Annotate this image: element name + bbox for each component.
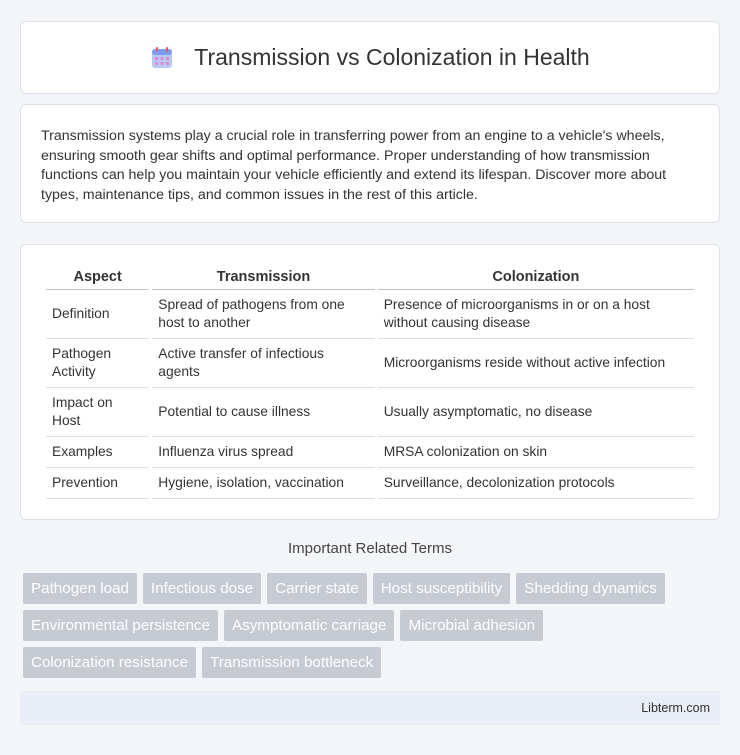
tag-link[interactable]: Carrier state: [267, 573, 367, 604]
comparison-table: [43, 265, 697, 499]
table-header: Aspect: [46, 265, 149, 290]
table-cell: MRSA colonization on skin: [378, 437, 694, 468]
table-cell: Pathogen Activity: [46, 339, 149, 388]
footer-site-link[interactable]: Libterm.com: [641, 701, 710, 715]
table-cell: Usually asymptomatic, no disease: [378, 388, 694, 437]
table-cell: Spread of pathogens from one host to another: [152, 290, 374, 339]
table-cell: Surveillance, decolonization protocols: [378, 468, 694, 499]
tag-link[interactable]: Host susceptibility: [373, 573, 511, 604]
table-cell: Active transfer of infectious agents: [152, 339, 374, 388]
header-card: [20, 21, 720, 94]
table-cell: Influenza virus spread: [152, 437, 374, 468]
page-title: Transmission vs Colonization in Health: [194, 44, 590, 70]
related-terms-tags: [23, 573, 713, 684]
tag-link[interactable]: Colonization resistance: [23, 647, 196, 678]
footer: [20, 691, 720, 725]
table-cell: Definition: [46, 290, 149, 339]
intro-text: Transmission systems play a crucial role in transferring power from an engine to a vehicle's wheels, ensuring smooth gear shifts and optimal performance. Proper understanding of how transmission functions can help you maintain your vehicle efficiently and extend its lifespan. Discover more about types, maintenance tips, and common issues in the rest of this article.: [41, 128, 667, 203]
comparison-table-card: [20, 244, 720, 520]
intro-card: [20, 104, 720, 223]
table-cell: Examples: [46, 437, 149, 468]
related-terms-title: Important Related Terms: [288, 540, 452, 557]
table-cell: Hygiene, isolation, vaccination: [152, 468, 374, 499]
table-row: [46, 290, 694, 339]
table-header: Colonization: [378, 265, 694, 290]
tag-link[interactable]: Environmental persistence: [23, 610, 218, 641]
calendar-icon: [150, 46, 174, 70]
tag-link[interactable]: Transmission bottleneck: [202, 647, 381, 678]
table-cell: Presence of microorganisms in or on a host without causing disease: [378, 290, 694, 339]
tag-link[interactable]: Infectious dose: [143, 573, 261, 604]
tag-link[interactable]: Shedding dynamics: [516, 573, 665, 604]
tag-link[interactable]: Asymptomatic carriage: [224, 610, 394, 641]
tag-link[interactable]: Microbial adhesion: [400, 610, 543, 641]
table-cell: Potential to cause illness: [152, 388, 374, 437]
table-header: Transmission: [152, 265, 374, 290]
table-row: [46, 437, 694, 468]
table-header-row: [46, 265, 694, 290]
tag-link[interactable]: Pathogen load: [23, 573, 137, 604]
table-cell: Prevention: [46, 468, 149, 499]
table-row: [46, 468, 694, 499]
table-row: [46, 388, 694, 437]
table-cell: Microorganisms reside without active infection: [378, 339, 694, 388]
table-cell: Impact on Host: [46, 388, 149, 437]
table-row: [46, 339, 694, 388]
related-terms-section: [20, 540, 720, 569]
